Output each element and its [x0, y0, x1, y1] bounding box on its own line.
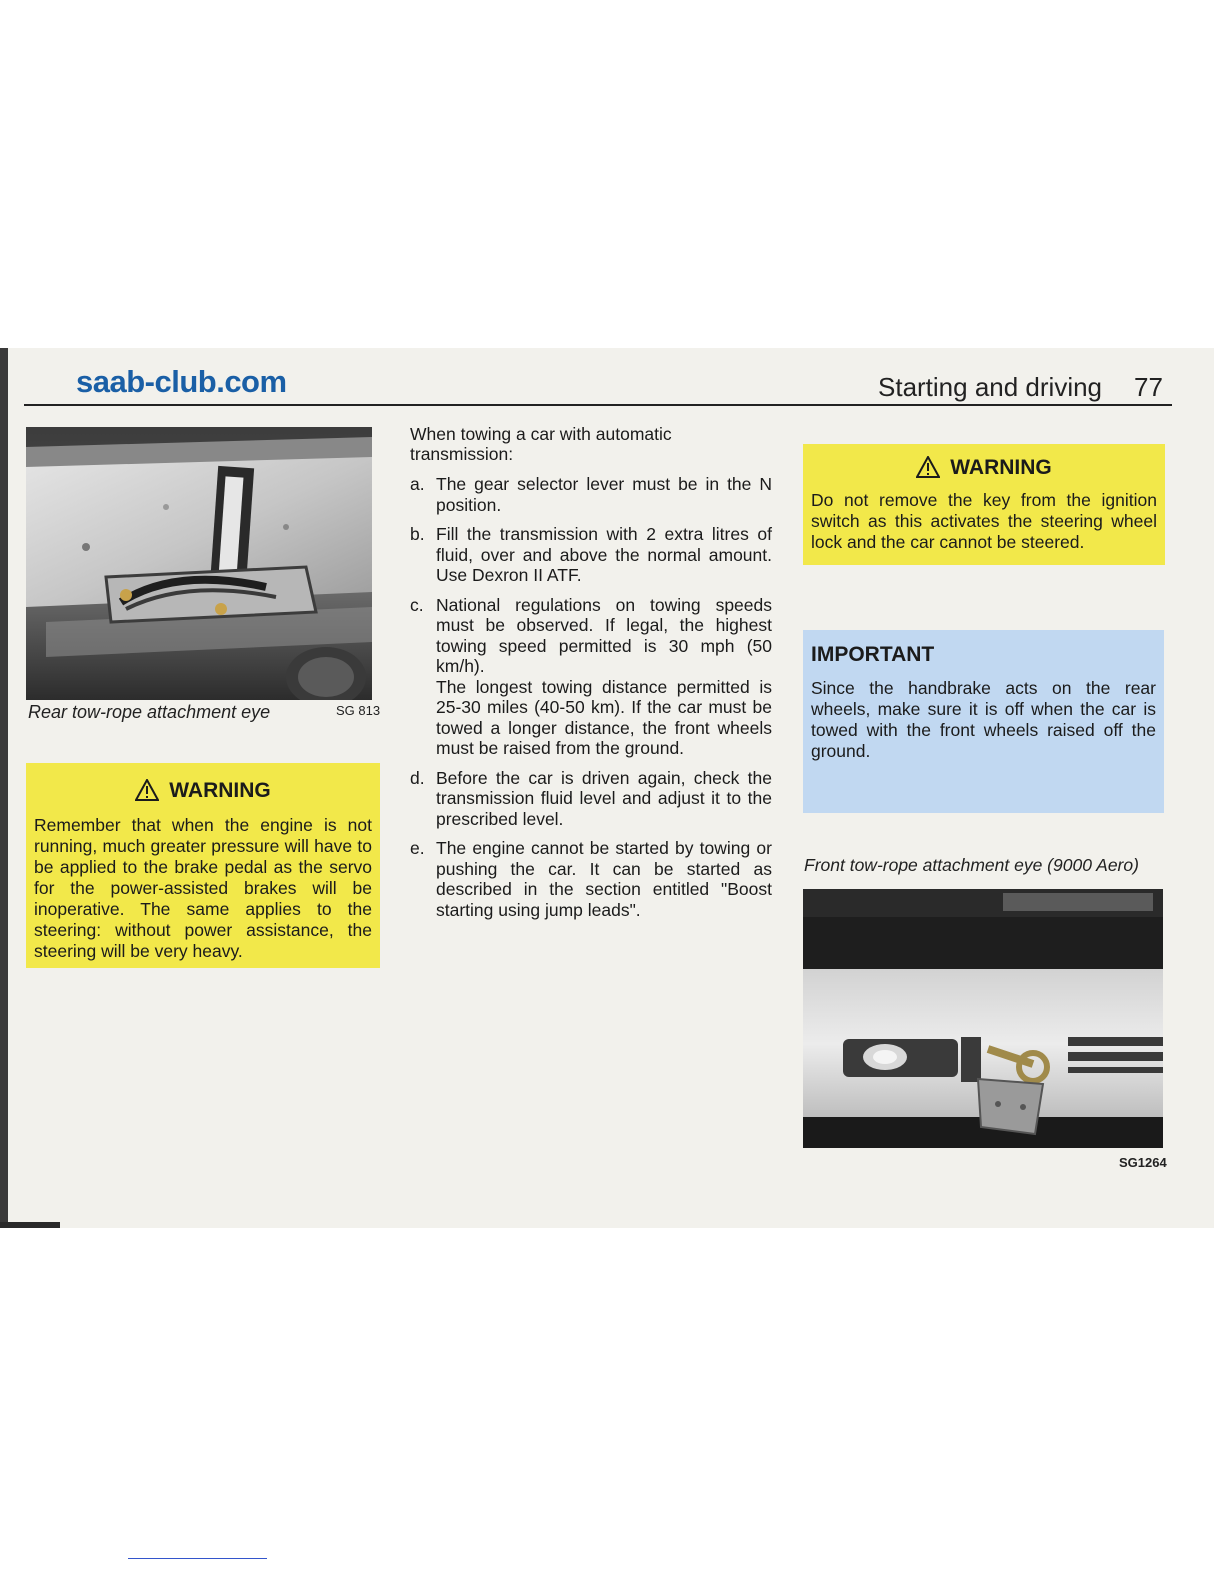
step-letter: a.	[410, 474, 425, 494]
towing-steps	[410, 474, 772, 929]
warning-box-brakes	[26, 763, 380, 968]
step-text: Fill the transmission with 2 extra litres of fluid, over and above the normal amount. Use Dexron II ATF.	[436, 524, 772, 585]
warning-triangle-icon	[916, 456, 940, 484]
section-title: Starting and driving	[878, 372, 1103, 402]
warning-heading	[26, 779, 380, 807]
page-number: 77	[1134, 372, 1163, 402]
front-figure-caption: Front tow-rope attachment eye (9000 Aero)	[804, 855, 1139, 875]
step-letter: c.	[410, 594, 424, 615]
list-item	[410, 595, 772, 759]
footer-link-underline	[128, 1558, 267, 1559]
step-letter: e.	[410, 838, 425, 858]
list-item	[410, 524, 772, 586]
step-letter: b.	[410, 524, 425, 544]
step-extra-text: The longest towing distance permitted is 25-30 miles (40-50 km). If the car must be towed a longer distance, the front wheels must be raised from the ground.	[436, 676, 772, 758]
site-watermark: saab-club.com	[76, 364, 287, 399]
front-figure-code: SG1264	[1119, 1155, 1167, 1170]
step-text: The gear selector lever must be in the N position.	[436, 474, 772, 515]
list-item	[410, 474, 772, 515]
step-letter: d.	[410, 767, 425, 788]
rear-tow-eye-photo	[26, 427, 372, 700]
warning-box-ignition	[803, 444, 1165, 565]
list-item	[410, 838, 772, 920]
important-body: Since the handbrake acts on the rear wheels, make sure it is off when the car is towed with the front wheels raised off the ground.	[811, 678, 1156, 761]
towing-intro: When towing a car with automatic transmission:	[410, 424, 672, 464]
step-text: Before the car is driven again, check the transmission fluid level and adjust it to the prescribed level.	[436, 767, 772, 829]
warning-heading-text: WARNING	[950, 456, 1052, 479]
rear-figure-caption: Rear tow-rope attachment eye	[28, 702, 271, 722]
warning-triangle-icon	[135, 779, 159, 807]
rear-figure-code: SG 813	[336, 703, 381, 718]
important-box	[803, 630, 1164, 813]
page-edge-bottom	[0, 1222, 60, 1228]
list-item	[410, 768, 772, 830]
important-heading: IMPORTANT	[811, 643, 935, 666]
step-text: National regulations on towing speeds must be observed. If legal, the highest towing speed permitted is 30 mph (50 km/h).	[436, 594, 772, 676]
warning-heading-text: WARNING	[169, 779, 271, 802]
warning-heading	[803, 456, 1165, 484]
warning-body: Remember that when the engine is not running, much greater pressure will have to be applied to the brake pedal as the servo for the power-assisted brakes will be inoperative. The same applies to the steering: without power assistance, the steering will be very heavy.	[34, 815, 372, 961]
page-edge-shadow	[0, 348, 8, 1228]
front-tow-eye-photo	[803, 889, 1163, 1148]
header-rule	[24, 404, 1172, 406]
warning-body: Do not remove the key from the ignition switch as this activates the steering wheel lock and the car cannot be steered.	[811, 490, 1157, 552]
step-text: The engine cannot be started by towing or pushing the car. It can be started as described in the section entitled "Boost starting using jump leads".	[436, 838, 772, 920]
